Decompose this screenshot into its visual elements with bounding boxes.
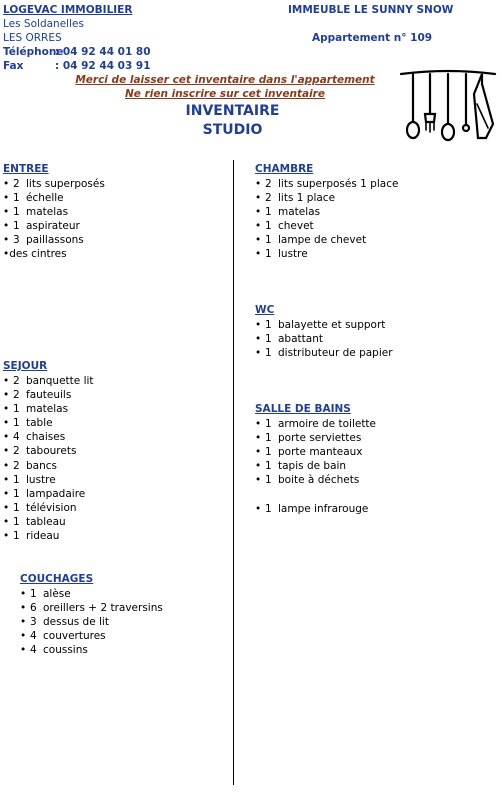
- document-title: INVENTAIRE: [185, 103, 280, 119]
- list-item: • 1 échelle: [3, 192, 64, 205]
- section-title-salle-de-bains: SALLE DE BAINS: [255, 403, 351, 415]
- notice-line-1: Merci de laisser cet inventaire dans l'appartement: [75, 74, 375, 86]
- list-item: • 1 matelas: [255, 206, 321, 219]
- list-item: • 1 lampe infrarouge: [255, 503, 369, 515]
- list-item: • 4 coussins: [20, 644, 88, 657]
- town-name: LES ORRES: [3, 32, 62, 44]
- list-item: • 1 matelas: [3, 206, 69, 219]
- list-item: • 2 tabourets: [3, 445, 77, 458]
- list-item: • 1 lampe de chevet: [255, 234, 367, 247]
- section-title-entree: ENTREE: [3, 163, 49, 175]
- agency-name: LOGEVAC IMMOBILIER: [3, 4, 133, 16]
- list-item: • 1 chevet: [255, 220, 314, 233]
- list-item: • 1 matelas: [3, 403, 69, 416]
- list-item: • 4 chaises: [3, 431, 66, 444]
- list-item: •des cintres: [3, 248, 67, 261]
- list-item: • 3 paillassons: [3, 234, 84, 247]
- section-title-sejour: SEJOUR: [3, 360, 48, 372]
- list-item: • 2 lits superposés: [3, 178, 105, 190]
- list-item: • 1 tableau: [3, 515, 66, 528]
- section-title-wc: WC: [255, 304, 275, 316]
- list-salle-de-bains-extra: [255, 502, 368, 516]
- list-item: • 1 armoire de toilette: [255, 418, 377, 430]
- list-item: • 1 lustre: [3, 473, 56, 486]
- list-item: • 2 bancs: [3, 459, 57, 472]
- list-item: • 1 distributeur de papier: [255, 347, 393, 360]
- list-item: • 2 lits superposés 1 place: [255, 178, 399, 190]
- building-name: IMMEUBLE LE SUNNY SNOW: [288, 4, 454, 16]
- fax-number: : 04 92 44 03 91: [55, 60, 151, 72]
- list-sejour: [3, 374, 94, 543]
- list-item: • 1 table: [3, 417, 53, 430]
- list-wc: [255, 318, 393, 360]
- list-item: • 1 télévision: [3, 501, 77, 514]
- list-item: • 1 boite à déchets: [255, 474, 360, 487]
- list-item: • 2 fauteuils: [3, 389, 72, 402]
- list-item: • 1 lustre: [255, 248, 308, 261]
- phone-label: Téléphone: [3, 46, 64, 58]
- list-item: • 1 rideau: [3, 530, 60, 543]
- list-item: • 4 couvertures: [20, 630, 106, 643]
- fax-label: Fax: [3, 60, 24, 72]
- column-divider: [233, 160, 234, 785]
- kitchen-utensils-rack-icon: [398, 64, 498, 152]
- phone-number: : 04 92 44 01 80: [55, 46, 151, 58]
- list-item: • 2 banquette lit: [3, 375, 94, 387]
- apartment-number: Appartement n° 109: [312, 32, 433, 44]
- notice-line-2: Ne rien inscrire sur cet inventaire: [125, 88, 325, 100]
- list-item: • 1 porte manteaux: [255, 446, 363, 459]
- list-item: • 1 abattant: [255, 333, 323, 346]
- list-item: • 1 tapis de bain: [255, 460, 347, 473]
- list-item: • 3 dessus de lit: [20, 616, 109, 629]
- residence-name: Les Soldanelles: [3, 18, 84, 30]
- list-chambre: [255, 177, 398, 262]
- list-item: • 1 aspirateur: [3, 220, 80, 233]
- document-subtitle: STUDIO: [202, 122, 263, 138]
- list-salle-de-bains: [255, 417, 376, 487]
- list-item: • 1 alèse: [20, 588, 71, 600]
- section-title-couchages: COUCHAGES: [20, 573, 94, 585]
- list-item: • 1 porte serviettes: [255, 432, 362, 445]
- list-item: • 6 oreillers + 2 traversins: [20, 602, 163, 615]
- list-item: • 2 lits 1 place: [255, 192, 336, 205]
- list-item: • 1 lampadaire: [3, 487, 86, 500]
- list-couchages: [20, 587, 163, 657]
- list-item: • 1 balayette et support: [255, 319, 386, 331]
- section-title-chambre: CHAMBRE: [255, 163, 314, 175]
- list-entree: [3, 177, 105, 262]
